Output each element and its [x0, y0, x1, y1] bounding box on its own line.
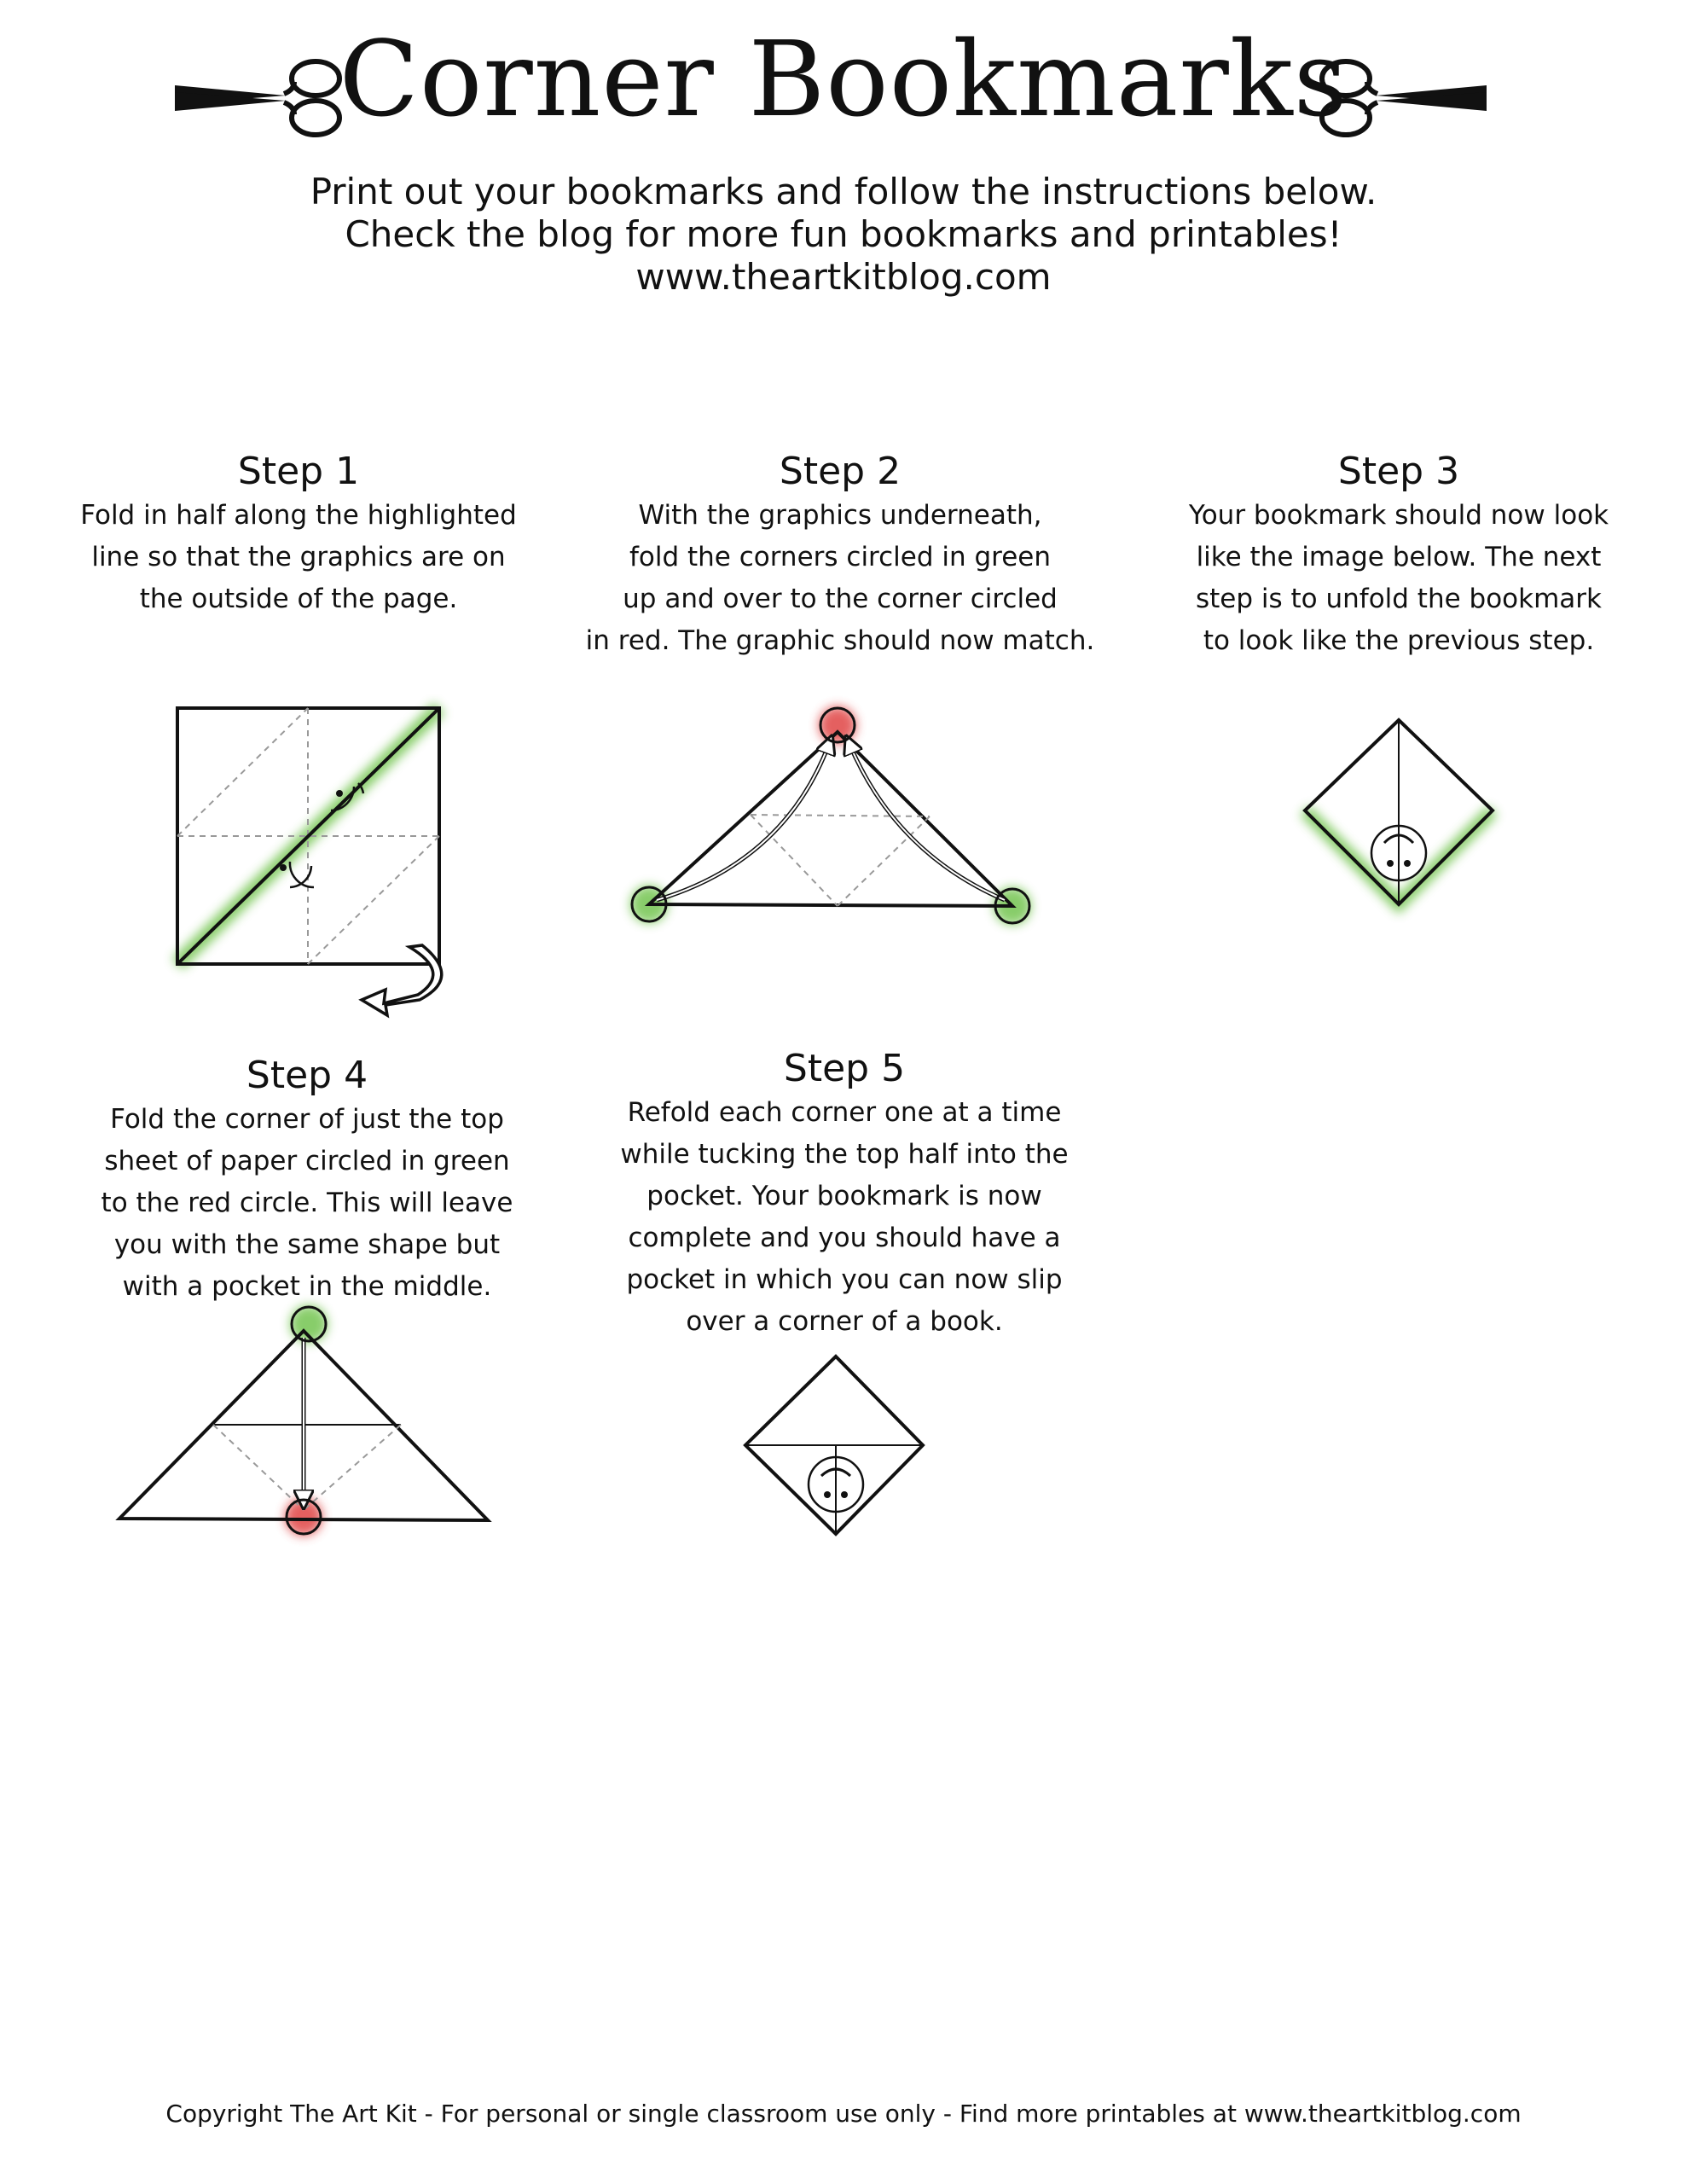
- step-4-diagram: [111, 1305, 503, 1553]
- step-3-title: Step 3: [1337, 450, 1460, 493]
- step-5-line: pocket. Your bookmark is now: [646, 1181, 1042, 1211]
- page-title: Corner Bookmarks: [339, 19, 1348, 140]
- step-5-instructions: [588, 1092, 1100, 1343]
- step-2-line: With the graphics underneath,: [638, 500, 1042, 531]
- step-4-line: to the red circle. This will leave: [101, 1188, 513, 1218]
- intro-line: Print out your bookmarks and follow the instructions below.: [310, 171, 1377, 212]
- step-4-line: Fold the corner of just the top: [110, 1104, 504, 1135]
- fold-arrow-icon: [362, 945, 442, 1015]
- step-5-line: while tucking the top half into the: [620, 1139, 1069, 1170]
- step-1-line: the outside of the page.: [139, 584, 458, 614]
- step-2-line: up and over to the corner circled: [623, 584, 1058, 614]
- step-5-line: over a corner of a book.: [686, 1306, 1003, 1337]
- step-3-line: Your bookmark should now look: [1188, 500, 1609, 531]
- step-1-line: Fold in half along the highlighted: [80, 500, 517, 531]
- step-5-line: complete and you should have a: [628, 1223, 1061, 1253]
- step-2-instructions: [571, 495, 1109, 662]
- step-4-line: with a pocket in the middle.: [122, 1271, 492, 1302]
- step-2-line: fold the corners circled in green: [629, 542, 1052, 572]
- smiley-face-icon: [809, 1457, 863, 1512]
- step-3-instructions: [1134, 495, 1663, 662]
- step-3-line: step is to unfold the bookmark: [1195, 584, 1602, 614]
- step-2-line: in red. The graphic should now match.: [585, 625, 1095, 656]
- intro-text: [0, 171, 1687, 299]
- step-5-diagram: [733, 1348, 938, 1544]
- step-1-line: line so that the graphics are on: [91, 542, 506, 572]
- intro-url: www.theartkitblog.com: [635, 256, 1052, 298]
- step-3-line: like the image below. The next: [1196, 542, 1602, 572]
- step-4-title: Step 4: [246, 1054, 368, 1097]
- step-4-line: you with the same shape but: [113, 1229, 501, 1260]
- step-2-title: Step 2: [779, 450, 901, 493]
- step-5-line: Refold each corner one at a time: [627, 1097, 1062, 1128]
- step-5-line: pocket in which you can now slip: [626, 1264, 1063, 1295]
- step-3-diagram: [1288, 717, 1510, 921]
- step-1-instructions: [51, 495, 546, 620]
- step-1-diagram: [162, 691, 469, 1032]
- step-4-line: sheet of paper circled in green: [104, 1146, 510, 1176]
- step-2-diagram: [614, 691, 1058, 956]
- copyright-footer: Copyright The Art Kit - For personal or single classroom use only - Find more printables at www.theartkitblog.com: [165, 2100, 1522, 2128]
- step-1-title: Step 1: [237, 450, 360, 493]
- intro-line: Check the blog for more fun bookmarks and printables!: [345, 213, 1342, 255]
- smiley-face-icon: [1371, 826, 1426, 880]
- step-3-line: to look like the previous step.: [1203, 625, 1595, 656]
- step-4-instructions: [51, 1099, 563, 1308]
- step-5-title: Step 5: [783, 1047, 906, 1090]
